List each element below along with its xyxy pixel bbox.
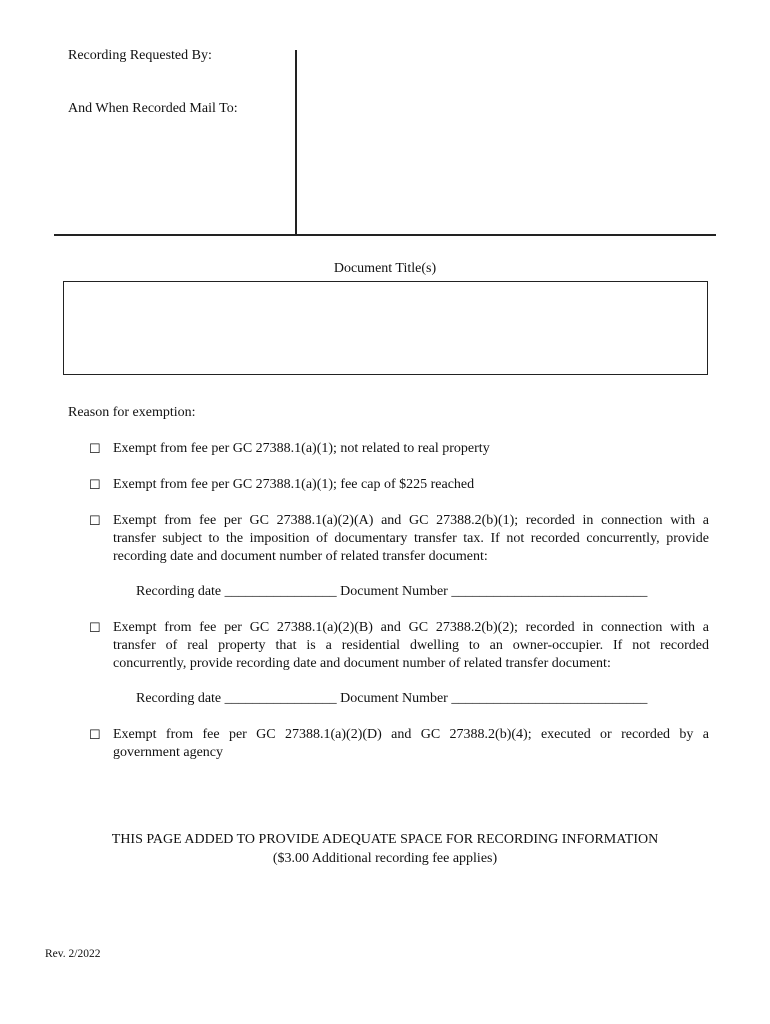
revision-label: Rev. 2/2022 [45,948,101,960]
option-text-line: Exempt from fee per GC 27388.1(a)(2)(A) and GC 27388.2(b)(1); recorded in connection with a [113,513,709,528]
option-text-line: Exempt from fee per GC 27388.1(a)(1); fee cap of $225 reached [113,477,475,492]
checkbox-option-5[interactable]: ☐ [89,727,101,742]
header-vertical-divider [295,50,297,236]
option-3-text [113,512,709,566]
checkbox-option-2[interactable]: ☐ [89,477,101,492]
checkbox-option-4[interactable]: ☐ [89,620,101,635]
checkbox-option-1[interactable]: ☐ [89,441,101,456]
option-text-line: concurrently, provide recording date and document number of related transfer document: [113,656,611,671]
option-5-text [113,726,709,762]
option-1-text [113,440,709,458]
option-text-line: recording date and document number of related transfer document: [113,549,488,564]
option-text-line: transfer subject to the imposition of documentary transfer tax. If not recorded concurrently, provide [113,531,709,546]
option-text-line: Exempt from fee per GC 27388.1(a)(1); not related to real property [113,441,490,456]
checkbox-option-3[interactable]: ☐ [89,513,101,528]
option-text-line: transfer of real property that is a residential dwelling to an owner-occupier. If not recorded [113,638,709,653]
option-text-line: Exempt from fee per GC 27388.1(a)(2)(B) and GC 27388.2(b)(2); recorded in connection with a [113,620,709,635]
reason-for-exemption-label: Reason for exemption: [68,405,196,420]
recording-requested-by-label: Recording Requested By: [68,48,212,63]
option-3-fields [136,583,647,601]
header-horizontal-divider [54,234,716,236]
recording-date-field[interactable]: Recording date ________________ [136,691,337,706]
notice-line-2: ($3.00 Additional recording fee applies) [272,851,498,866]
document-title-box[interactable] [63,281,708,375]
option-4-fields [136,690,647,708]
document-number-field[interactable]: Document Number ____________________________ [340,584,648,599]
notice-line-1: THIS PAGE ADDED TO PROVIDE ADEQUATE SPACE FOR RECORDING INFORMATION [111,832,659,847]
option-text-line: Exempt from fee per GC 27388.1(a)(2)(D) and GC 27388.2(b)(4); executed or recorded by a [113,727,709,742]
document-title-label: Document Title(s) [333,261,437,276]
option-2-text [113,476,709,494]
recording-date-field[interactable]: Recording date ________________ [136,584,337,599]
option-text-line: government agency [113,745,224,760]
option-4-text [113,619,709,673]
mail-to-label: And When Recorded Mail To: [68,101,238,116]
document-number-field[interactable]: Document Number ____________________________ [340,691,648,706]
